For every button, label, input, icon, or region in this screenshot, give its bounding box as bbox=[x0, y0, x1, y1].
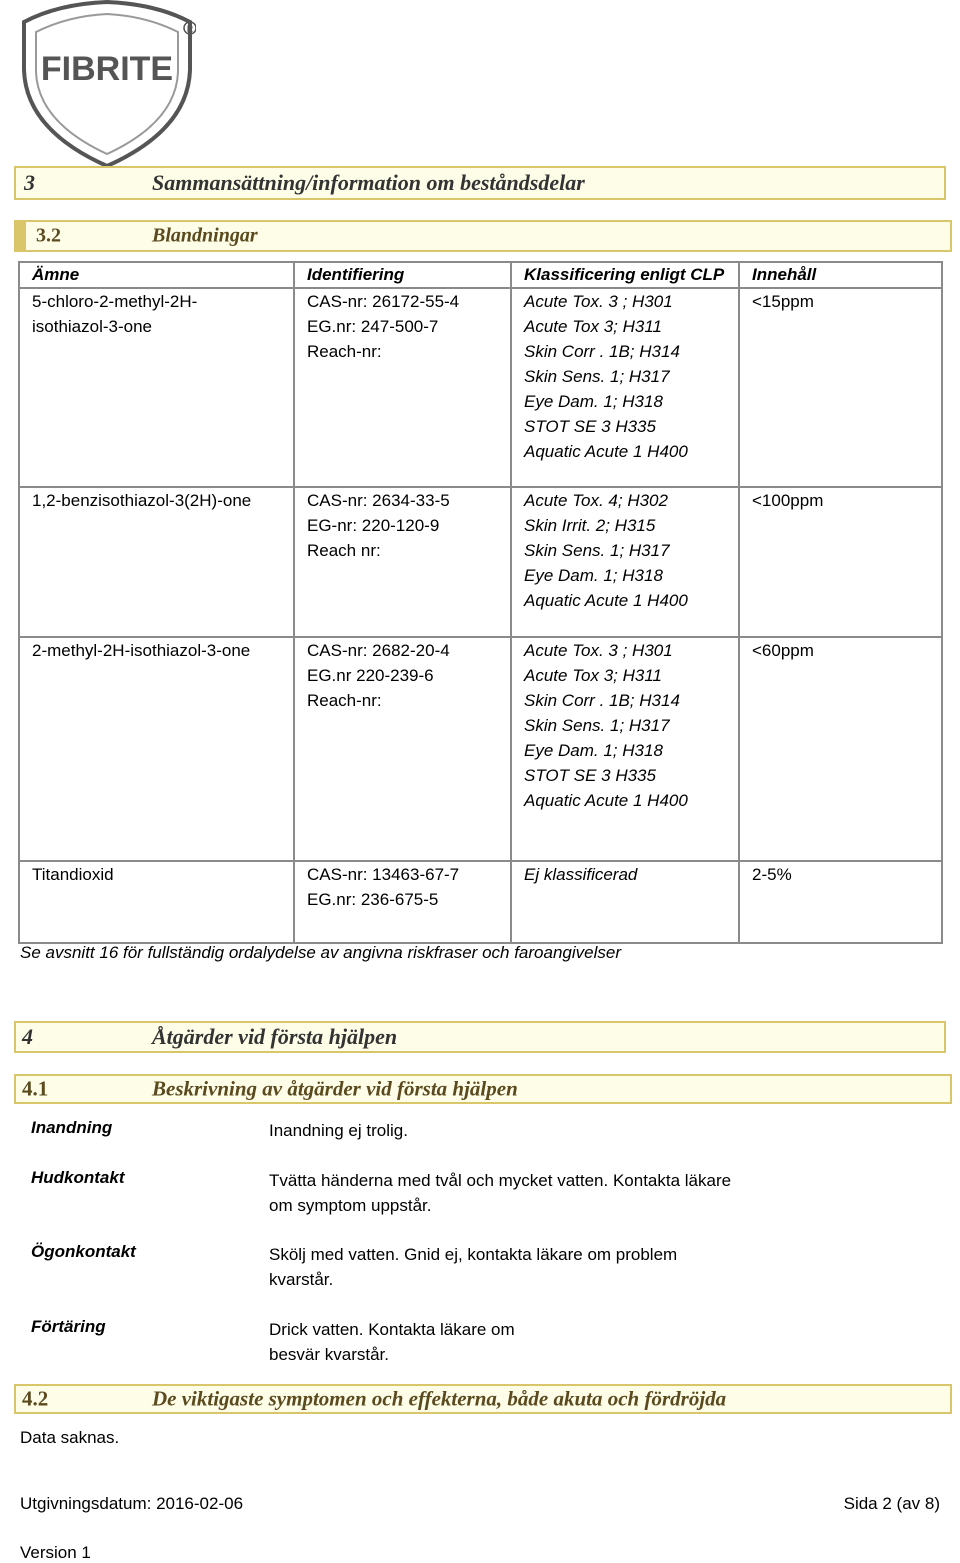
section-4-2-header bbox=[14, 1384, 952, 1414]
classification-line: Eye Dam. 1; H318 bbox=[524, 392, 663, 411]
classification-cell bbox=[511, 861, 739, 943]
substance-cell bbox=[19, 861, 294, 943]
classification-line: Acute Tox 3; H311 bbox=[524, 666, 662, 685]
identification-line: Reach-nr: bbox=[307, 691, 382, 710]
footnote: Se avsnitt 16 för fullständig ordalydelse av angivna riskfraser och faroangivelser bbox=[20, 943, 621, 962]
table-header-row bbox=[19, 262, 942, 288]
logo-text: FIBRITE bbox=[40, 50, 174, 88]
first-aid-line: Drick vatten. Kontakta läkare om bbox=[269, 1320, 515, 1339]
svg-text:R: R bbox=[186, 24, 194, 34]
section-number: 3 bbox=[24, 170, 35, 195]
column-header: Klassificering enligt CLP bbox=[511, 262, 739, 288]
section-3-header bbox=[14, 166, 946, 200]
section-number: 4.2 bbox=[22, 1386, 49, 1411]
identification-cell bbox=[294, 487, 511, 637]
section-marker bbox=[16, 220, 26, 252]
classification-cell bbox=[511, 288, 739, 487]
issue-date: Utgivningsdatum: 2016-02-06 bbox=[20, 1494, 244, 1513]
classification-line: Aquatic Acute 1 H400 bbox=[524, 791, 688, 810]
section-title: Blandningar bbox=[152, 224, 258, 247]
first-aid-text bbox=[269, 1317, 515, 1367]
content-cell: <15ppm bbox=[739, 288, 942, 487]
section-title: Sammansättning/information om beståndsdelar bbox=[152, 170, 585, 195]
first-aid-line: om symptom uppstår. bbox=[269, 1196, 432, 1215]
column-header: Identifiering bbox=[294, 262, 511, 288]
first-aid-text bbox=[269, 1242, 677, 1292]
identification-line: CAS-nr: 13463-67-7 bbox=[307, 865, 460, 884]
substance-cell bbox=[19, 637, 294, 861]
identification-cell bbox=[294, 637, 511, 861]
version: Version 1 bbox=[20, 1543, 91, 1562]
classification-line: Skin Corr . 1B; H314 bbox=[524, 342, 680, 361]
column-header: Ämne bbox=[19, 262, 294, 288]
classification-line: Aquatic Acute 1 H400 bbox=[524, 591, 688, 610]
substance-cell bbox=[19, 487, 294, 637]
classification-line: Skin Sens. 1; H317 bbox=[524, 541, 670, 560]
identification-line: Reach-nr: bbox=[307, 342, 382, 361]
content-cell: 2-5% bbox=[739, 861, 942, 943]
composition-table bbox=[18, 261, 943, 944]
section-number: 3.2 bbox=[36, 224, 61, 247]
identification-line: EG.nr 220-239-6 bbox=[307, 666, 434, 685]
table-row bbox=[19, 288, 942, 487]
identification-line: EG-nr: 220-120-9 bbox=[307, 516, 440, 535]
substance-name: Titandioxid bbox=[32, 865, 114, 884]
page-number: Sida 2 (av 8) bbox=[843, 1494, 940, 1513]
content-cell: <100ppm bbox=[739, 487, 942, 637]
classification-line: Acute Tox. 3 ; H301 bbox=[524, 641, 673, 660]
section-number: 4 bbox=[22, 1024, 33, 1049]
substance-name: 1,2-benzisothiazol-3(2H)-one bbox=[32, 491, 252, 510]
classification-cell bbox=[511, 487, 739, 637]
section-title: Åtgärder vid första hjälpen bbox=[152, 1024, 398, 1049]
identification-cell bbox=[294, 288, 511, 487]
first-aid-line: besvär kvarstår. bbox=[269, 1345, 389, 1364]
identification-cell bbox=[294, 861, 511, 943]
identification-line: Reach nr: bbox=[307, 541, 381, 560]
section-4-1-header bbox=[14, 1074, 952, 1104]
first-aid-text bbox=[269, 1118, 408, 1143]
section-title: De viktigaste symptomen och effekterna, både akuta och fördröjda bbox=[152, 1386, 727, 1411]
classification-line: Eye Dam. 1; H318 bbox=[524, 741, 663, 760]
identification-line: CAS-nr: 2682-20-4 bbox=[307, 641, 450, 660]
section-4-2-text: Data saknas. bbox=[20, 1428, 120, 1447]
classification-line: STOT SE 3 H335 bbox=[524, 417, 656, 436]
classification-line: Skin Irrit. 2; H315 bbox=[524, 516, 656, 535]
company-logo bbox=[18, 0, 196, 168]
classification-line: Acute Tox 3; H311 bbox=[524, 317, 662, 336]
classification-cell bbox=[511, 637, 739, 861]
first-aid-line: Tvätta händerna med tvål och mycket vatten. Kontakta läkare bbox=[269, 1171, 732, 1190]
section-number: 4.1 bbox=[22, 1076, 49, 1101]
table-row bbox=[19, 861, 942, 943]
first-aid-label: Förtäring bbox=[31, 1317, 106, 1336]
classification-line: Acute Tox. 4; H302 bbox=[524, 491, 668, 510]
section-3-2-header bbox=[14, 220, 952, 252]
substance-name: 2-methyl-2H-isothiazol-3-one bbox=[32, 641, 251, 660]
first-aid-line: kvarstår. bbox=[269, 1270, 334, 1289]
classification-line: STOT SE 3 H335 bbox=[524, 766, 656, 785]
first-aid-line: Skölj med vatten. Gnid ej, kontakta läkare om problem bbox=[269, 1245, 678, 1264]
classification-line: Skin Sens. 1; H317 bbox=[524, 367, 670, 386]
table-row bbox=[19, 487, 942, 637]
classification-line: Acute Tox. 3 ; H301 bbox=[524, 292, 673, 311]
identification-line: EG.nr: 247-500-7 bbox=[307, 317, 439, 336]
section-title: Beskrivning av åtgärder vid första hjälpen bbox=[152, 1076, 518, 1101]
substance-cell bbox=[19, 288, 294, 487]
identification-line: EG.nr: 236-675-5 bbox=[307, 890, 439, 909]
identification-line: CAS-nr: 26172-55-4 bbox=[307, 292, 460, 311]
first-aid-label: Inandning bbox=[31, 1118, 113, 1137]
classification-line: Aquatic Acute 1 H400 bbox=[524, 442, 688, 461]
classification-line: Eye Dam. 1; H318 bbox=[524, 566, 663, 585]
first-aid-text bbox=[269, 1168, 731, 1218]
first-aid-line: Inandning ej trolig. bbox=[269, 1121, 408, 1140]
substance-name: 5-chloro-2-methyl-2H- bbox=[32, 292, 198, 311]
substance-name: isothiazol-3-one bbox=[32, 317, 153, 336]
table-row bbox=[19, 637, 942, 861]
first-aid-label: Hudkontakt bbox=[31, 1168, 125, 1187]
section-4-header bbox=[14, 1021, 946, 1053]
classification-line: Skin Corr . 1B; H314 bbox=[524, 691, 680, 710]
first-aid-label: Ögonkontakt bbox=[31, 1242, 136, 1261]
identification-line: CAS-nr: 2634-33-5 bbox=[307, 491, 450, 510]
content-cell: <60ppm bbox=[739, 637, 942, 861]
column-header: Innehåll bbox=[739, 262, 942, 288]
classification-line: Ej klassificerad bbox=[524, 865, 638, 884]
classification-line: Skin Sens. 1; H317 bbox=[524, 716, 670, 735]
